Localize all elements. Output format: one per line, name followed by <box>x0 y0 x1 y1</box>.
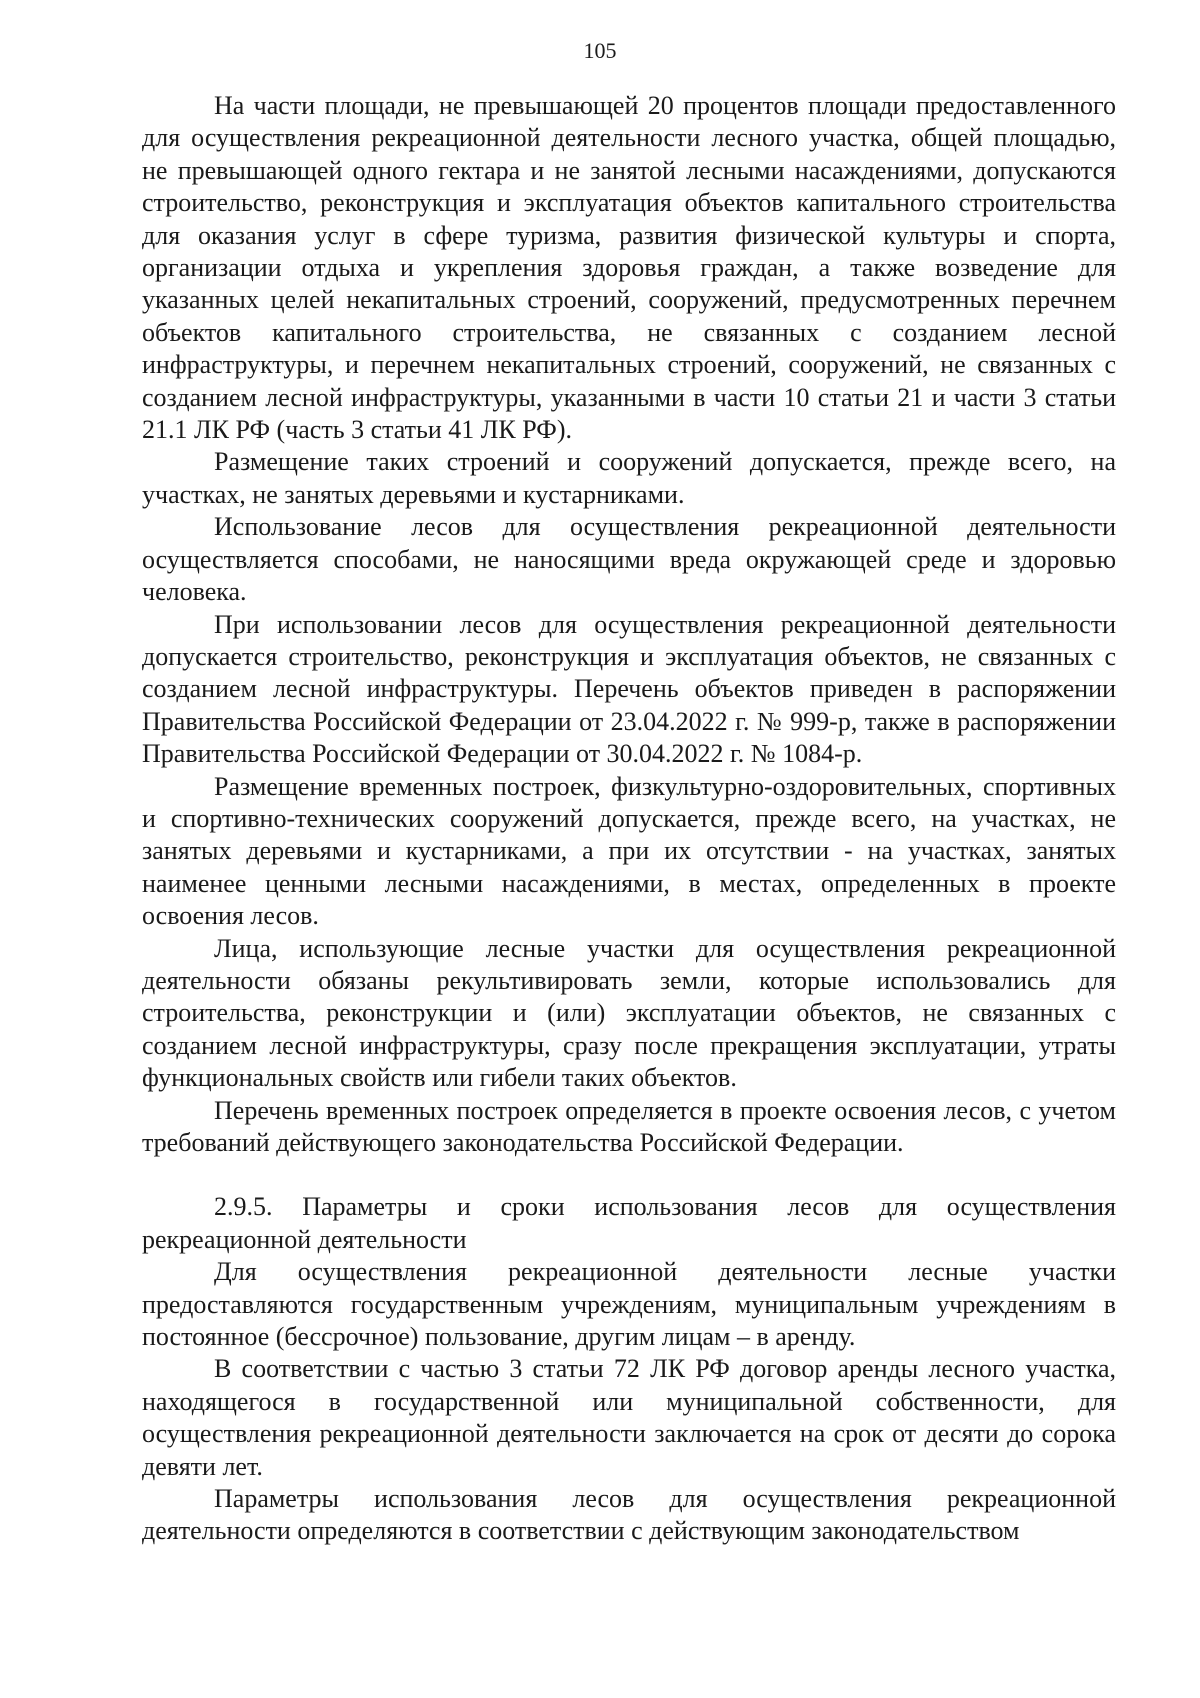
page-number: 105 <box>583 38 617 63</box>
paragraph-temporary-buildings: Размещение временных построек, физкультурно-оздоровительных, спортивных и спортивно-технических сооружений допускается, прежде всего, на участках, не занятых деревьями и кустарниками, а при их отсутствии - на участках, занятых наименее ценными лесными насаждениями, в местах, определенных в проекте освоения лесов. <box>142 771 1116 931</box>
paragraph-temporary-list: Перечень временных построек определяется в проекте освоения лесов, с учетом требований действующего законодательства Российской Федерации. <box>142 1095 1116 1157</box>
section-heading: 2.9.5. Параметры и сроки использования лесов для осуществления рекреационной деятельности <box>142 1192 1116 1254</box>
paragraph-recultivation: Лица, использующие лесные участки для осуществления рекреационной деятельности обязаны рекультивировать земли, которые использовались для строительства, реконструкции и (или) эксплуатации объектов, не связанных с созданием лесной инфраструктуры, сразу после прекращения эксплуатации, утраты функциональных свойств или гибели таких объектов. <box>142 933 1116 1093</box>
paragraph-objects-list: При использовании лесов для осуществления рекреационной деятельности допускается строительство, реконструкция и эксплуатация объектов, не связанных с созданием лесной инфраструктуры. Перечень объектов приведен в распоряжении Правительства Российской Федерации от 23.04.2022 г. № 999-р, также в распоряжении Правительства Российской Федерации от 30.04.2022 г. № 1084-р. <box>142 609 1116 769</box>
paragraph-placement-structures: Размещение таких строений и сооружений допускается, прежде всего, на участках, не занятых деревьями и кустарниками. <box>142 447 1116 509</box>
section-spacer <box>142 1159 1116 1191</box>
paragraph-lease-term: В соответствии с частью 3 статьи 72 ЛК РФ договор аренды лесного участка, находящегося в государственной или муниципальной собственности, для осуществления рекреационной деятельности заключается на срок от десяти до сорока девяти лет. <box>142 1354 1116 1481</box>
paragraph-recreation-construction: На части площади, не превышающей 20 процентов площади предоставленного для осуществления рекреационной деятельности лесного участка, общей площадью, не превышающей одного гектара и не занятой лесными насаждениями, допускаются строительство, реконструкция и эксплуатация объектов капитального строительства для оказания услуг в сфере туризма, развития физической культуры и спорта, организации отдыха и укрепления здоровья граждан, а также возведение для указанных целей некапитальных строений, сооружений, предусмотренных перечнем объектов капитального строительства, не связанных с созданием лесной инфраструктуры, и перечнем некапитальных строений, сооружений, не связанных с созданием лесной инфраструктуры, указанными в части 10 статьи 21 и части 3 статьи 21.1 ЛК РФ (часть 3 статьи 41 ЛК РФ). <box>142 91 1116 445</box>
paragraph-usage-parameters: Параметры использования лесов для осуществления рекреационной деятельности определяются в соответствии с действующим законодательством <box>142 1484 1116 1546</box>
document-body <box>142 90 1116 1548</box>
paragraph-land-provision: Для осуществления рекреационной деятельности лесные участки предоставляются государственным учреждениям, муниципальным учреждениям в постоянное (бессрочное) пользование, другим лицам – в аренду. <box>142 1257 1116 1352</box>
paragraph-usage-methods: Использование лесов для осуществления рекреационной деятельности осуществляется способами, не наносящими вреда окружающей среде и здоровью человека. <box>142 512 1116 607</box>
